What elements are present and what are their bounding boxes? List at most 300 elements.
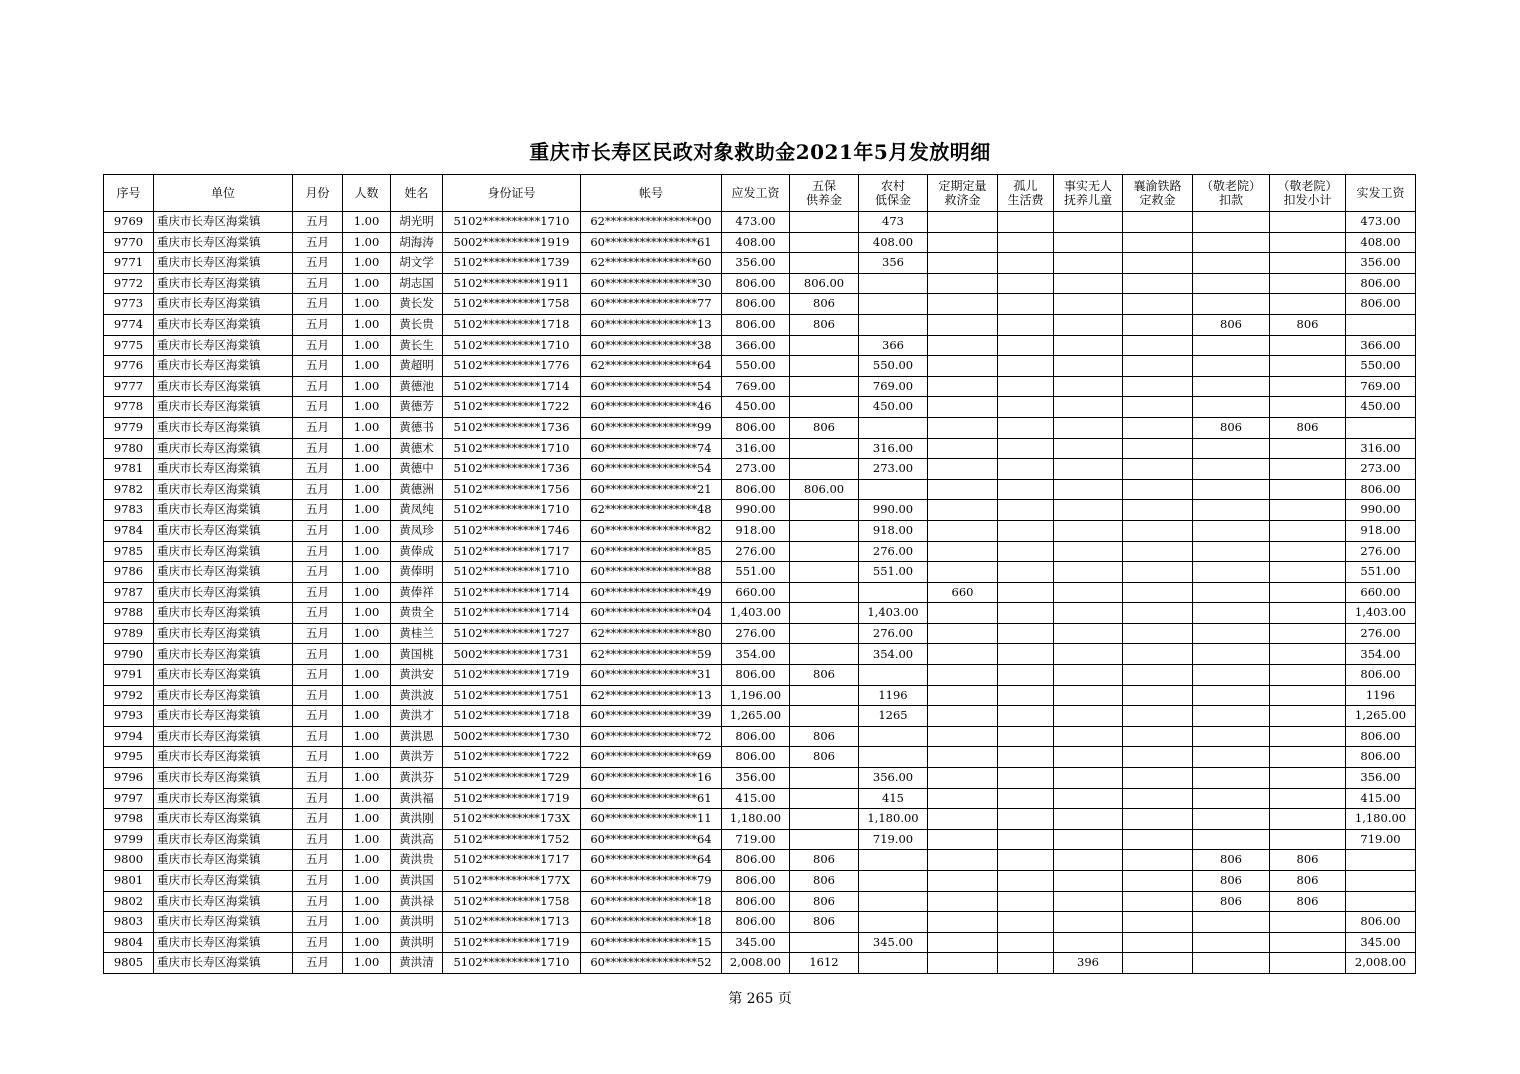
table-cell [928,562,998,583]
table-cell: 五月 [293,932,343,953]
table-cell: 重庆市长寿区海棠镇 [154,520,293,541]
table-cell [1193,768,1270,789]
table-cell: 354.00 [1346,644,1416,665]
table-cell: 1.00 [343,850,391,871]
table-cell [790,253,859,274]
table-cell: 重庆市长寿区海棠镇 [154,294,293,315]
table-cell [928,273,998,294]
column-header: 人数 [343,175,391,212]
table-cell [928,376,998,397]
table-cell: 五月 [293,438,343,459]
table-cell: 9795 [104,747,154,768]
table-cell: 60****************64 [581,850,722,871]
table-cell: 276.00 [1346,623,1416,644]
table-cell: 黄洪禄 [391,891,443,912]
table-cell: 1.00 [343,871,391,892]
table-cell: 9777 [104,376,154,397]
table-cell: 黄俸祥 [391,582,443,603]
table-cell: 806.00 [790,479,859,500]
table-cell [1270,520,1346,541]
table-cell [1193,582,1270,603]
table-cell [1054,253,1123,274]
table-cell: 60****************61 [581,788,722,809]
table-cell [1193,665,1270,686]
table-row [104,335,1416,356]
table-cell: 806.00 [790,273,859,294]
table-cell [1346,871,1416,892]
table-cell: 5102**********1717 [443,850,581,871]
table-cell [1054,871,1123,892]
table-cell: 273.00 [722,459,790,480]
table-cell [998,768,1054,789]
table-cell [1193,459,1270,480]
column-header: 月份 [293,175,343,212]
table-cell: 重庆市长寿区海棠镇 [154,232,293,253]
table-cell [1346,417,1416,438]
table-cell [1123,871,1193,892]
table-cell [998,232,1054,253]
table-cell [1123,294,1193,315]
table-cell [928,520,998,541]
table-cell: 1.00 [343,953,391,974]
table-cell: 806.00 [722,273,790,294]
table-cell: 1.00 [343,788,391,809]
table-cell: 60****************18 [581,912,722,933]
table-cell [998,603,1054,624]
table-cell: 806.00 [722,726,790,747]
table-cell: 1.00 [343,665,391,686]
table-cell: 五月 [293,829,343,850]
table-cell: 918.00 [722,520,790,541]
table-cell: 黄洪芬 [391,768,443,789]
table-cell: 五月 [293,212,343,233]
table-cell: 415.00 [722,788,790,809]
table-cell: 重庆市长寿区海棠镇 [154,562,293,583]
table-cell: 1,196.00 [722,685,790,706]
table-cell: 黄洪恩 [391,726,443,747]
table-cell: 60****************30 [581,273,722,294]
column-header: 姓名 [391,175,443,212]
table-row [104,665,1416,686]
table-cell: 60****************54 [581,459,722,480]
table-cell: 黄长发 [391,294,443,315]
table-cell [1270,912,1346,933]
table-cell: 806.00 [722,912,790,933]
table-cell [1123,397,1193,418]
table-cell [998,294,1054,315]
table-cell: 9778 [104,397,154,418]
table-cell [1054,335,1123,356]
table-cell: 806.00 [1346,479,1416,500]
table-cell: 806 [1270,871,1346,892]
table-cell: 9780 [104,438,154,459]
table-cell: 806 [790,665,859,686]
table-cell: 重庆市长寿区海棠镇 [154,603,293,624]
table-cell: 9805 [104,953,154,974]
table-cell: 重庆市长寿区海棠镇 [154,459,293,480]
table-cell: 806.00 [1346,747,1416,768]
table-cell: 5102**********1718 [443,706,581,727]
table-cell [1123,891,1193,912]
table-cell: 黄洪明 [391,932,443,953]
table-cell: 806.00 [1346,912,1416,933]
table-cell: 719.00 [859,829,928,850]
table-cell [1193,356,1270,377]
table-cell [998,417,1054,438]
table-cell: 345.00 [859,932,928,953]
table-cell: 60****************13 [581,314,722,335]
table-cell [790,232,859,253]
table-cell [1193,623,1270,644]
table-cell: 9783 [104,500,154,521]
table-cell [1270,788,1346,809]
table-cell: 551.00 [1346,562,1416,583]
table-cell: 550.00 [859,356,928,377]
table-cell: 1.00 [343,891,391,912]
table-cell [998,438,1054,459]
table-cell: 5102**********1736 [443,417,581,438]
table-cell [1123,685,1193,706]
table-cell: 9799 [104,829,154,850]
table-cell [1270,294,1346,315]
table-cell [1123,335,1193,356]
table-cell [928,706,998,727]
table-cell [928,417,998,438]
table-cell [1054,603,1123,624]
page-title: 重庆市长寿区民政对象救助金2021年5月发放明细 [529,140,991,164]
table-cell [998,829,1054,850]
table-cell [928,768,998,789]
table-cell: 806.00 [722,891,790,912]
table-cell [998,500,1054,521]
table-cell [859,891,928,912]
table-cell [928,665,998,686]
table-row [104,562,1416,583]
table-cell: 806.00 [722,314,790,335]
table-cell [998,685,1054,706]
table-cell [1054,500,1123,521]
table-cell: 1.00 [343,459,391,480]
table-cell: 5102**********1722 [443,747,581,768]
table-cell: 551.00 [859,562,928,583]
table-cell [859,273,928,294]
table-cell: 重庆市长寿区海棠镇 [154,335,293,356]
table-cell: 5102**********1756 [443,479,581,500]
table-cell [1054,726,1123,747]
table-cell [1270,726,1346,747]
table-cell [1193,397,1270,418]
table-cell [1123,850,1193,871]
column-header: 序号 [104,175,154,212]
table-cell: 5102**********1710 [443,953,581,974]
table-cell: 450.00 [722,397,790,418]
table-cell [1270,932,1346,953]
table-cell: 806 [790,747,859,768]
table-cell [1054,665,1123,686]
table-cell [1346,891,1416,912]
table-cell [998,706,1054,727]
table-cell: 62****************80 [581,623,722,644]
table-cell: 806.00 [722,665,790,686]
table-cell: 550.00 [722,356,790,377]
table-cell [1054,212,1123,233]
table-cell: 806 [790,294,859,315]
table-cell: 356.00 [859,768,928,789]
table-cell: 1,403.00 [1346,603,1416,624]
table-cell [1123,582,1193,603]
table-cell: 黄德池 [391,376,443,397]
table-cell: 806.00 [1346,273,1416,294]
table-cell: 60****************46 [581,397,722,418]
table-cell [1054,417,1123,438]
table-cell: 黄洪高 [391,829,443,850]
table-cell: 1,180.00 [1346,809,1416,830]
table-cell: 重庆市长寿区海棠镇 [154,212,293,233]
table-cell: 黄德洲 [391,479,443,500]
table-cell [1123,273,1193,294]
table-cell [1193,562,1270,583]
table-cell: 9781 [104,459,154,480]
table-cell: 黄桂兰 [391,623,443,644]
table-cell [1123,747,1193,768]
table-cell: 354.00 [859,644,928,665]
table-cell [790,541,859,562]
table-row [104,809,1416,830]
table-cell [790,562,859,583]
table-cell: 9775 [104,335,154,356]
table-cell: 1612 [790,953,859,974]
table-cell: 黄洪安 [391,665,443,686]
table-cell: 黄德书 [391,417,443,438]
table-cell: 重庆市长寿区海棠镇 [154,397,293,418]
table-cell [1270,459,1346,480]
table-cell: 918.00 [859,520,928,541]
table-cell: 806 [790,850,859,871]
table-cell [1270,376,1346,397]
table-cell: 5102**********1710 [443,562,581,583]
table-cell: 1.00 [343,253,391,274]
table-row [104,459,1416,480]
table-cell [1193,438,1270,459]
table-cell [790,768,859,789]
table-cell: 重庆市长寿区海棠镇 [154,726,293,747]
table-cell [998,520,1054,541]
table-cell: 5102**********1729 [443,768,581,789]
table-cell: 60****************88 [581,562,722,583]
table-cell: 黄洪芳 [391,747,443,768]
table-cell [998,356,1054,377]
table-cell [790,706,859,727]
table-cell: 重庆市长寿区海棠镇 [154,788,293,809]
table-cell: 五月 [293,871,343,892]
table-cell: 276.00 [722,623,790,644]
table-row [104,479,1416,500]
table-cell: 1.00 [343,582,391,603]
table-cell: 五月 [293,562,343,583]
table-cell: 重庆市长寿区海棠镇 [154,953,293,974]
table-cell [1270,706,1346,727]
table-cell: 1.00 [343,829,391,850]
table-cell: 2,008.00 [1346,953,1416,974]
table-cell: 316.00 [1346,438,1416,459]
table-cell: 五月 [293,541,343,562]
table-cell [1054,644,1123,665]
table-cell [1270,253,1346,274]
table-cell [1270,500,1346,521]
table-cell: 806 [1193,871,1270,892]
table-cell: 9770 [104,232,154,253]
table-cell [1270,768,1346,789]
table-cell [1270,232,1346,253]
table-cell: 黄洪国 [391,871,443,892]
table-cell: 9787 [104,582,154,603]
table-cell: 273.00 [1346,459,1416,480]
table-cell: 重庆市长寿区海棠镇 [154,541,293,562]
table-cell: 2,008.00 [722,953,790,974]
table-cell: 五月 [293,520,343,541]
table-cell [1054,747,1123,768]
table-cell: 黄贵全 [391,603,443,624]
table-cell: 60****************64 [581,829,722,850]
table-cell [1123,356,1193,377]
table-cell: 806.00 [722,479,790,500]
table-cell [998,212,1054,233]
table-cell [928,500,998,521]
table-cell [1054,912,1123,933]
table-cell [790,829,859,850]
table-cell [1270,356,1346,377]
table-cell: 5102**********1751 [443,685,581,706]
table-cell [928,356,998,377]
table-cell: 5102**********1719 [443,932,581,953]
table-cell [1054,768,1123,789]
table-cell: 1.00 [343,912,391,933]
table-cell: 5102**********1718 [443,314,581,335]
table-cell: 450.00 [859,397,928,418]
table-cell [1123,417,1193,438]
table-cell: 806 [1270,891,1346,912]
table-cell: 五月 [293,232,343,253]
table-cell [790,356,859,377]
table-cell [1346,850,1416,871]
table-cell [1123,314,1193,335]
table-cell: 五月 [293,953,343,974]
table-cell: 黄凤纯 [391,500,443,521]
table-cell: 62****************60 [581,253,722,274]
table-cell: 660 [928,582,998,603]
column-header: 事实无人 抚养儿童 [1054,175,1123,212]
table-cell [1123,562,1193,583]
table-cell [1270,273,1346,294]
table-cell: 9769 [104,212,154,233]
table-cell [1270,212,1346,233]
table-cell: 806 [1270,314,1346,335]
table-cell: 316.00 [859,438,928,459]
table-cell: 1265 [859,706,928,727]
column-header: （敬老院） 扣款 [1193,175,1270,212]
table-row [104,953,1416,974]
column-header: 身份证号 [443,175,581,212]
table-cell [1054,932,1123,953]
table-cell [998,314,1054,335]
table-cell: 五月 [293,644,343,665]
table-cell: 重庆市长寿区海棠镇 [154,273,293,294]
table-cell [790,603,859,624]
table-cell: 重庆市长寿区海棠镇 [154,376,293,397]
table-cell: 62****************59 [581,644,722,665]
table-cell [1054,891,1123,912]
table-cell: 806 [790,314,859,335]
column-header: 孤儿 生活费 [998,175,1054,212]
table-cell [1054,232,1123,253]
table-cell [1193,685,1270,706]
table-cell [928,294,998,315]
table-cell [928,603,998,624]
table-cell [1123,459,1193,480]
table-row [104,623,1416,644]
table-cell [1270,809,1346,830]
table-cell: 473.00 [722,212,790,233]
table-cell [1123,726,1193,747]
table-cell: 1,265.00 [722,706,790,727]
table-cell [928,747,998,768]
table-cell: 重庆市长寿区海棠镇 [154,706,293,727]
table-row [104,397,1416,418]
table-cell: 60****************74 [581,438,722,459]
table-cell [998,582,1054,603]
table-cell: 450.00 [1346,397,1416,418]
table-row [104,356,1416,377]
table-cell [1270,438,1346,459]
table-cell: 1.00 [343,809,391,830]
column-header: 单位 [154,175,293,212]
table-row [104,932,1416,953]
table-cell: 660.00 [722,582,790,603]
table-row [104,706,1416,727]
table-cell: 551.00 [722,562,790,583]
table-cell: 60****************18 [581,891,722,912]
table-cell: 60****************72 [581,726,722,747]
table-cell: 5102**********177X [443,871,581,892]
table-cell [1123,788,1193,809]
table-row [104,273,1416,294]
table-header-row [104,175,1416,212]
table-cell: 黄长贵 [391,314,443,335]
table-cell: 五月 [293,253,343,274]
table-cell: 276.00 [1346,541,1416,562]
table-cell [998,788,1054,809]
table-cell: 重庆市长寿区海棠镇 [154,685,293,706]
table-cell: 1,265.00 [1346,706,1416,727]
table-cell: 黄德中 [391,459,443,480]
table-cell: 1.00 [343,562,391,583]
table-cell: 重庆市长寿区海棠镇 [154,644,293,665]
table-cell: 60****************99 [581,417,722,438]
table-cell [1054,479,1123,500]
table-cell [998,912,1054,933]
table-cell [790,397,859,418]
table-cell: 5002**********1730 [443,726,581,747]
table-cell: 五月 [293,603,343,624]
table-row [104,644,1416,665]
column-header: 襄渝铁路 定救金 [1123,175,1193,212]
table-cell: 806 [790,891,859,912]
table-cell [998,397,1054,418]
table-cell: 5102**********1911 [443,273,581,294]
table-cell: 黄长生 [391,335,443,356]
table-cell: 719.00 [1346,829,1416,850]
table-cell [928,479,998,500]
